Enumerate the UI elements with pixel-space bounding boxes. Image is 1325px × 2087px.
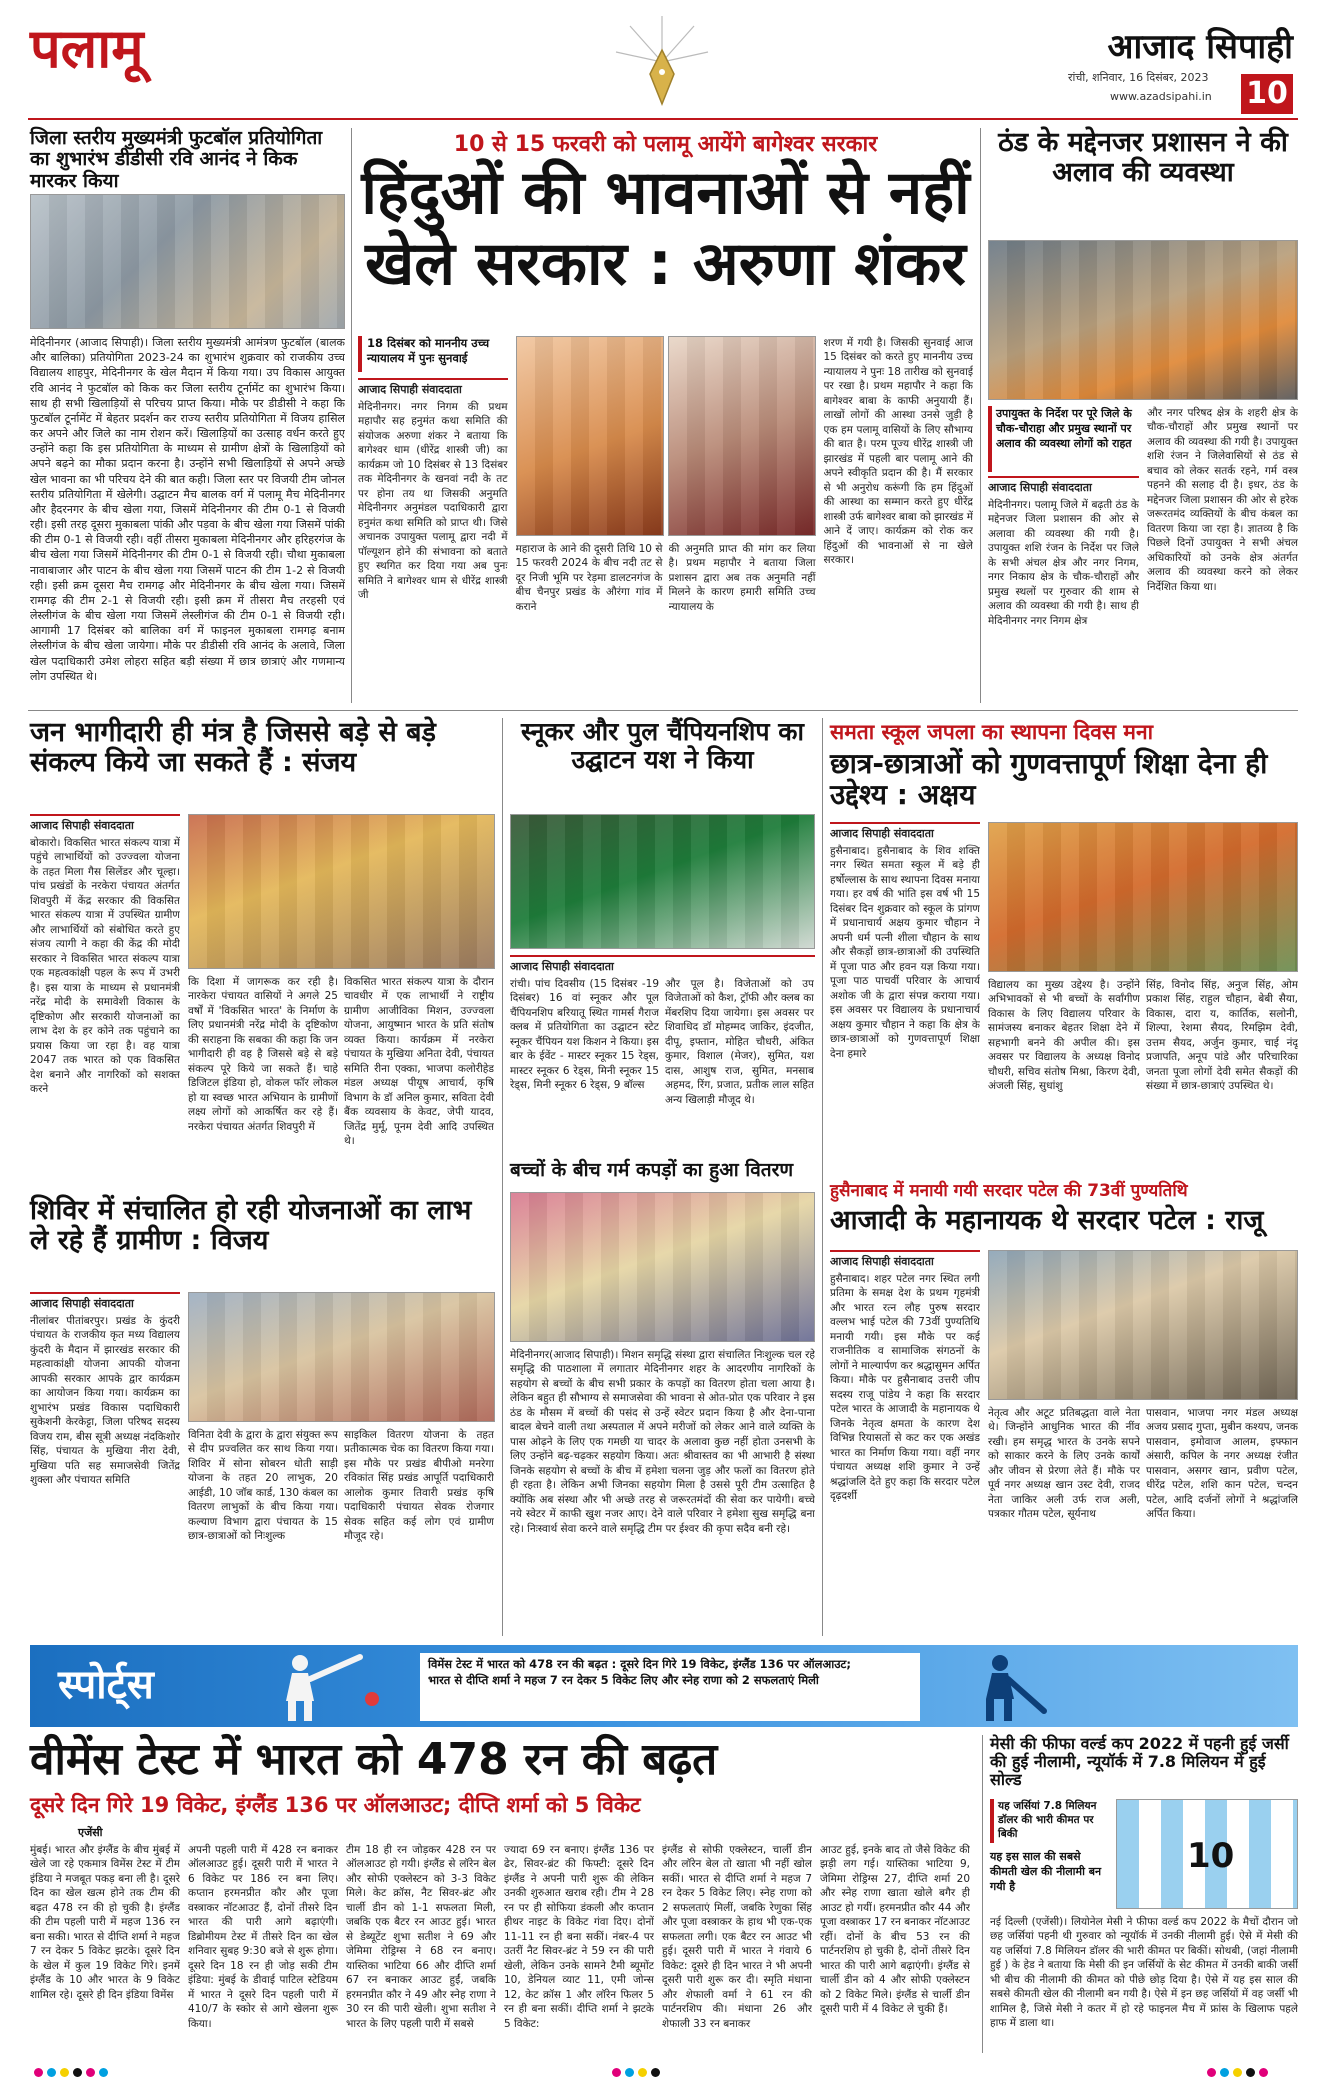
womens-test-col4: ज्यादा 69 रन बनाए। इंग्लैंड 136 पर ढेर, सिवर-ब्रंट की फिफ्टी: दूसरे दिन इंग्लैंड ने अपनी पारी शुरू की लेकिन उनकी शुरुआत खराब रही। टीम ने 28 रन पर ही सोफिया डंकली और कप्तान हीथर नाइट के विकेट गंवा दिए। दोनों 11-11 रन ही बना सकीं। नंबर-4 पर उतरीं नैट सिवर-ब्रंट ने 59 रन की पारी खेली, लेकिन उनके सामने टैमी ब्यूमोंट 10, डेनियल व्याट 11, एमी जोन्स 12, केट क्रॉस 1 और लॉरेन फिलर 5 रन ही बना सकीं। दीप्ति शर्मा ने झटके 5 विकेट:	[504, 1844, 654, 2030]
dateline: रांची, शनिवार, 16 दिसंबर, 2023	[1068, 71, 1209, 84]
samta-body-col3: सिंह, विनोद सिंह, अनुज सिंह, ओम प्रकाश सिंह, राहुल चौहान, बेबी सैया, विकास, दारा य, कार्तिक, सलोनी, शिल्पा, रेशमा सैयद, रिमझिम देवी, उत्तम सैयद, अर्जुन कुमार, चाई नंदू प्रजापति, अनूप पांडे और परिचारिका जनता पूजा लोगों देवी समेत सैकड़ों की संख्या में छात्र-छात्राएं उपस्थित थे।	[1146, 979, 1298, 1093]
sports-banner-text	[420, 1653, 920, 1721]
sports-banner	[30, 1645, 1298, 1727]
cold-body-col2: और नगर परिषद क्षेत्र के शहरी क्षेत्र के चौक-चौराहों और प्रमुख स्थानों पर अलाव की व्यवस्था की गयी है। उपायुक्त शशि रंजन ने जिलेवासियों से ठंड से बचाव को लेकर सतर्क रहने, गर्म वस्त्र पहनने की सलाह दी है। इधर, ठंड के मद्देनजर जिला प्रशासन की ओर से हरेक जरूरतमंद व्यक्तियों के बीच कंबल का वितरण किया जा रहा है। ज्ञातव्य है कि पिछले दिनों उपायुक्त ने सभी अंचल अधिकारियों को उनके क्षेत्र अंतर्गत अलाव की व्यवस्था करने को लेकर निर्देशित किया था।	[1147, 407, 1298, 593]
page-number: 10	[1241, 74, 1293, 114]
banner-line-1: विमेंस टेस्ट में भारत को 478 रन की बढ़त : दूसरे दिन गिरे 19 विकेट, इंग्लैंड 136 पर ऑलआउट;	[428, 1657, 851, 1671]
snooker-headline: स्नूकर और पुल चैंपियनशिप का उद्घाटन यश ने किया	[521, 717, 804, 774]
blankets-photo	[510, 1192, 815, 1342]
snooker-byline: आजाद सिपाही संवाददाता	[510, 955, 815, 974]
column-divider	[822, 718, 823, 1636]
patel-kicker: हुसैनाबाद में मनायी गयी सरदार पटेल की 73वीं पुण्यतिथि	[830, 1181, 1188, 1201]
story-samta	[830, 718, 1298, 1173]
sanjay-headline: जन भागीदारी ही मंत्र है जिससे बड़े से बड़े संकल्प किये जा सकते हैं : संजय	[30, 717, 436, 779]
messi-jersey-photo	[1116, 1799, 1298, 1909]
patel-body-col3: पासवान, भाजपा नगर मंडल अध्यक्ष अजय प्रसाद गुप्ता, मुबीन कश्यप, जनक पासवान, इमोवाज आलम, इफ्फान अंसारी, कपिल के नगर अध्यक्ष रंजीत पासवान, असगर खान, प्रवीण पटेल, धीरेंद्र पटेल, शशि कान पटेल, चन्दन पटेल, आदि दर्जनों लोगों ने श्रद्धांजलि अर्पित किया।	[1146, 1407, 1298, 1521]
lead-kicker: 10 से 15 फरवरी को पलामू आयेंगे बागेश्वर सरकार	[453, 132, 878, 157]
cold-headline: ठंड के मद्देनजर प्रशासन ने की अलाव की व्यवस्था	[998, 127, 1288, 189]
bonfire-photo	[988, 240, 1298, 400]
registration-marks-left	[32, 2062, 110, 2081]
womens-test-col2: अपनी पहली पारी में 428 रन बनाकर ऑलआउट हुई। दूसरी पारी में भारत ने 6 विकेट पर 186 रन बना लिए। कप्तान हरमनप्रीत कौर और पूजा वस्त्राकर नॉटआउट हैं, दोनों तीसरे दिन भारत की पारी आगे बढ़ाएंगी। डिब्रोमीयम टेस्ट में तीसरे दिन का खेल शनिवार सुबह 9:30 बजे से शुरू होगा। दूसरे दिन 18 रन ही जोड़ सकी टीम इंडिया: मुंबई के डीवाई पाटिल स्टेडियम में भारत ने दूसरे दिन पहली पारी में 410/7 के स्कोर से आगे खेलना शुरू किया।	[188, 1844, 338, 2030]
patel-body-col2: नेतृत्व और अटूट प्रतिबद्धता वाले नेता थे। जिन्होंने आधुनिक भारत की नींव रखी। हम समृद्ध भारत के उनके सपने को साकार करने के लिए उनके कार्यों और जीवन से प्रेरणा लेते हैं। मौके पर पूर्व नगर अध्यक्ष खान उस्ट देवी, राजद नेता जाकिर अली उर्फ राज अली, पत्रकार गौतम पटेल, सूर्यनाथ	[988, 1407, 1140, 1521]
snooker-photo	[510, 814, 815, 949]
sanjay-body-col2: कि दिशा में जागरूक कर रही है। नारकेरा पंचायत वासियों ने अगले 25 वर्षों में 'विकसित भारत' के निर्माण के लिए प्रधानमंत्री नरेंद्र मोदी के दृष्टिकोण की सराहना कि सबका की कहा कि जन भागीदारी ही वह है जिससे बड़े से बड़े संकल्प पूरे किये जा सकते हैं। चाहे डिजिटल इंडिया हो, वोकल फॉर लोकल हो या स्वच्छ भारत अभियान के ग्रामीणों लक्ष्य लोगों को आकर्षित कर रहे हैं। नरकेरा पंचायत अंतर्गत शिवपुरी में	[188, 976, 338, 1133]
football-headline: जिला स्तरीय मुख्यमंत्री फुटबॉल प्रतियोगिता का शुभारंभ डीडीसी रवि आनंद ने किक मारकर किया	[30, 127, 323, 192]
womens-test-col6: आउट हुई, इनके बाद तो जैसे विकेट की झड़ी लग गई। यास्तिका भाटिया 9, जेमिमा रोड्रिग्स 27, दीप्ति शर्मा 20 और स्नेह राणा खाता खोले बगैर ही आउट हो गयीं। हरमनप्रीत कौर 44 और पूजा वस्त्राकर 17 रन बनाकर नॉटआउट रहीं। दोनों के बीच 53 रन की पार्टनरशिप हो चुकी है, दोनों तीसरे दिन भारत की पारी आगे बढ़ाएंगी। इंग्लैंड से चार्ली डीन को 4 और सोफी एक्लेस्टन को 2 विकेट मिले। इंग्लैंड से चार्ली डीन दूसरी पारी में 4 विकेट ले चुकी हैं।	[820, 1844, 970, 2016]
vijay-body-col3: साइकिल वितरण योजना के तहत प्रतीकात्मक चेक का वितरण किया गया। इस मौके पर प्रखंड बीपीओ मनरेगा रविकांत सिंह प्रखंड आपूर्ति पदाधिकारी आलोक कुमार तिवारी प्रखंड कृषि पदाधिकारी पंचायत सेवक रोजगार सेवक सहित कई लोग एवं ग्रामीण मौजूद रहे।	[344, 1429, 494, 1543]
pen-nib-icon	[612, 12, 712, 112]
samta-byline: आजाद सिपाही संवाददाता	[830, 822, 980, 841]
messi-headline: मेसी की फीफा वर्ल्ड कप 2022 में पहनी हुई जर्सी की हुई नीलामी, न्यूयॉर्क में 7.8 मिलियन में हुई सोल्ड	[990, 1734, 1289, 1789]
cold-byline: आजाद सिपाही संवाददाता	[988, 476, 1139, 495]
story-blankets	[510, 1160, 815, 1636]
samta-body-col2: विद्यालय का मुख्य उद्देश्य है। उन्होंने अभिभावकों से भी बच्चों के सर्वांगीण विकास के लिए विद्यालय परिवार के सामंजस्य बनाकर बेहतर शिक्षा देने में सहभागी बनने की अपील की। इस अवसर पर विद्यालय के अध्यक्ष विनोद चौधरी, सचिव संतोष मिश्रा, किरण देवी, अंजली सिंह, सुधांशु	[988, 979, 1140, 1093]
masthead-rule	[28, 118, 1298, 120]
vijay-body-col1: नीलांबर पीतांबरपुर। प्रखंड के कुंदरी पंचायत के राजकीय कृत मध्य विद्यालय कुंदरी के मैदान में झारखंड सरकार की महत्वाकांक्षी योजना आपकी योजना आपकी सरकार आपके द्वार कार्यक्रम का आयोजन किया गया। कार्यक्रम का शुभारंभ प्रखंड विकास पदाधिकारी सुकेशनी केरकेट्टा, जिला परिषद सदस्य विजय राम, बीस सूत्री अध्यक्ष नंदकिशोर सिंह, पंचायत के मुखिया नीरा देवी, मुखिया पति सह समाजसेवी जितेंद्र शुक्ला और पंचायत समिति	[30, 1315, 180, 1487]
jersey-number: 10	[1187, 1836, 1235, 1876]
lead-body-col2: महाराज के आने की दूसरी तिथि 10 से 15 फरवरी 2024 के बीच नदी तट से दूर निजी भूमि पर रेड़मा डालटनगंज के बीच चैनपुर प्रखंड के औरंगा गांव में कराने	[515, 543, 663, 613]
bageshwar-photo	[516, 336, 664, 536]
sanjay-body-col1: बोकारो। विकसित भारत संकल्प यात्रा में पहुंचे लाभार्थियों को उज्ज्वला योजना के तहत मिला गैस सिलेंडर और चूल्हा। पांच प्रखंडों के नरकेरा पंचायत अंतर्गत शिवपुरी में केंद्र सरकार की विकसित भारत संकल्प यात्रा में उपस्थित ग्रामीण और लाभार्थियों को संबोधित करते हुए संजय त्यागी ने कहा की केंद्र की मोदी सरकार ने विकसित भारत संकल्प यात्रा एक महत्वकांक्षी पहल के रूप में उभरी है। इस यात्रा के माध्यम से प्रधानमंत्री नरेंद्र मोदी के समावेशी विकास के दृष्टिकोण और सरकारी योजनाओं का लाभ देश के हर कोने तक पहुंचाने का प्रयास किया जा रहा है। वह यात्रा 2047 तक भारत को एक विकसित देश बनाने और नागरिकों को सशक्त करने	[30, 837, 180, 1096]
lead-headline: हिंदुओं की भावनाओं से नहीं खेले सरकार : अरुणा शंकर	[361, 158, 970, 299]
football-body: मेदिनीनगर (आजाद सिपाही)। जिला स्तरीय मुख्यमंत्री आमंत्रण फुटबॉल (बालक और बालिका) प्रतियोगिता 2023-24 का शुभारंभ शुक्रवार को राजकीय उच्च विद्यालय शाहपुर, मेदिनीनगर के खेल मैदान में किया गया। उप विकास आयुक्त रवि आनंद ने फुटबॉल को किक कर जिला स्तरीय टूर्नामेंट का शुभारंभ किया। साथ ही सभी खिलाड़ियों से परिचय प्राप्त किया। मौके पर डीडीसी ने कहा कि फुटबॉल टूर्नामेंट में बेहतर प्रदर्शन कर राज्य स्तरीय प्रतियोगिता में विजय हासिल कर अपने और जिले का नाम रोशन करें। खिलाड़ियों का उत्साह वर्धन करते हुए उन्होंने कहा कि इस प्रतियोगिता के माध्यम से ग्रामीण क्षेत्रों के खिलाड़ियों को अपने बढ़ने का मौका प्रदान करना है। उन्होंने सभी खिलाड़ियों से अपने अच्छे खेल भावना का भी परिचय देने की बात कही। जिला स्तर पर विजयी टीम जोनल स्तरीय प्रतियोगिता में खेलेगी। उद्घाटन मैच बालक वर्ग में पलामू मैच मेदिनीनगर और हैदरनगर के बीच खेला गया, जिसमें मेदिनीनगर की टीम 0-1 से विजयी रही। इसी तरह दूसरा मुकाबला पांकी और पड़वा के बीच खेला गया जिसमें पांकी की टीम 0-1 से विजयी रही। वहीं तीसरा मुकाबला मेदिनीनगर और हरिहरगंज के बीच खेला गया जिसमें मेदिनीनगर की टीम 0-1 से विजयी रही। चौथा मुकाबला नावाबाजार और पाटन के बीच खेला गया जिसमें पाटन की टीम 1-2 से विजयी रही। इसी क्रम दूसरा मैच रामगढ़ और मेदिनीनगर के बीच खेला गया। जिसमें रामगढ़ की टीम 2-1 से विजयी रही। इसी क्रम में तीसरा मैच तरहसी एवं लेस्लीगंज के बीच खेला गया जिसमें लेस्लीगंज की टीम 0-1 से विजयी रही। आगामी 17 दिसंबर को बालिका वर्ग में फाइनल मुकाबला रामगढ़ बनाम लेस्लीगंज के बीच खेला जायेगा। मौके पर डीडीसी रवि आनंद के अलावे, जिला खेल पदाधिकारी उमेश लोहरा सहित बड़ी संख्या में छात्र छात्राएं और गणमान्य लोग उपस्थित थे।	[30, 336, 345, 683]
story-snooker	[510, 718, 815, 1153]
registration-marks-center	[610, 2062, 662, 2081]
sanjay-photo	[188, 814, 495, 969]
patel-photo	[988, 1250, 1298, 1400]
story-messi	[990, 1735, 1298, 2053]
lead-body-col3: की अनुमति प्राप्त की मांग कर लिया है। प्रथम महापौर ने बताया जिला प्रशासन द्वारा अब तक अनुमति नहीं मिलने के कारण हमारी समिति उच्च न्यायालय के	[668, 543, 816, 613]
story-lead	[358, 128, 973, 703]
lead-byline: आजाद सिपाही संवाददाता	[358, 378, 508, 397]
story-cold	[988, 128, 1298, 703]
lead-body-col4: शरण में गयी है। जिसकी सुनवाई आज 15 दिसंबर को करते हुए माननीय उच्च न्यायालय ने पुनः 18 तारीख को सुनवाई पर रखा है। प्रथम महापौर ने कहा कि बागेश्वर बाबा के काफी अनुयायी हैं। लाखों लोगों की आस्था उनसे जुड़ी है एक हम पलामू वासियों के लिए सौभाग्य की बात है। परम पूज्य धीरेंद्र शास्त्री जी झारखंड में पहली बार पलामू आने की अपने स्वीकृति प्रदान की है। मैं सरकार से भी अनुरोध करूंगी कि हम हिंदुओं की आस्था का सम्मान करते हुए धीरेंद्र शास्त्री उर्फ बागेश्वर बाबा को झारखंड में आने दें जाए। कार्यक्रम को रोक कर हिंदुओं की भावनाओं से ना खेले सरकार।	[823, 337, 973, 567]
masthead	[0, 0, 1325, 120]
messi-callout-2: यह इस साल की सबसे कीमती खेल की नीलामी बन गयी है	[990, 1850, 1102, 1893]
samta-body-col1: हुसैनाबाद। हुसैनाबाद के शिव शक्ति नगर स्थित समता स्कूल में बड़े ही हर्षोल्लास के साथ स्थापना दिवस मनाया गया। हर वर्ष की भांति इस वर्ष भी 15 दिसंबर दिन शुक्रवार को स्कूल के प्रांगण में प्रधानाचार्य अक्षय कुमार चौहान ने अपनी धर्म पत्नी शीला चौहान के साथ और सैकड़ों छात्र-छात्राओं की उपस्थिति में पूजा पाठ और हवन यज्ञ किया गया। पूजा पाठ पाचवीं परिवार के आचार्य अशोक जी के द्वारा संपन्न कराया गया। इस अवसर पर विद्यालय के प्रधानाचार्य अक्षय कुमार चौहान ने कहा कि क्षेत्र के छात्र-छात्राओं को गुणवत्तापूर्ण शिक्षा देना हमारे	[830, 845, 980, 1060]
story-vijay	[30, 1196, 495, 1636]
website: www.azadsipahi.in	[1110, 90, 1212, 103]
column-divider	[502, 718, 503, 1636]
snooker-body-col2: और पूल है। विजेताओं को उप विजेताओं को कैश, ट्रॉफी और क्लब का मेंबरशिप दिया जायेगा। इस अवसर पर शिवाधिद डॉ मोहम्मद जाकिर, इंदजीत, दीपू, इफ्तान, मोहित चौधरी, अंकित कुमार, विशाल (मेजर), सुमित, यश दास, आशुष राज, सुमित, मनसाब अहमद, रिंग, प्रजात, प्रतीक लाल सहित अन्य खिलाड़ी मौजूद थे।	[665, 978, 814, 1106]
story-football	[30, 128, 345, 703]
story-womens-test	[30, 1735, 975, 2053]
patel-headline: आजादी के महानायक थे सरदार पटेल : राजू	[830, 1205, 1264, 1236]
aruna-shankar-photo	[668, 336, 816, 536]
column-divider	[982, 1735, 983, 2053]
vijay-body-col2: विनिता देवी के द्वारा के द्वारा संयुक्त रूप से दीप प्रज्वलित कर साथ किया गया। शिविर में सोना सोबरन धोती साड़ी योजना के तहत 20 लाभुक, 20 आईडी, 10 जॉब कार्ड, 130 कंबल का वितरण लाभुकों के बीच किया गया। कल्याण विभाग द्वारा पंचायत के 15 छात्र-छात्राओं को निःशुल्क	[188, 1429, 338, 1543]
blankets-headline: बच्चों के बीच गर्म कपड़ों का हुआ वितरण	[510, 1159, 794, 1181]
football-photo	[30, 194, 345, 329]
column-divider	[351, 128, 352, 703]
lead-callout: 18 दिसंबर को माननीय उच्च न्यायालय में पुनः सुनवाई	[358, 336, 508, 372]
cricket-player-icon	[248, 1649, 398, 1723]
registration-marks-right	[1205, 2062, 1270, 2081]
samta-headline: छात्र-छात्राओं को गुणवत्तापूर्ण शिक्षा देना ही उद्देश्य : अक्षय	[830, 747, 1268, 812]
messi-body: नई दिल्ली (एजेंसी)। लियोनेल मेसी ने फीफा वर्ल्ड कप 2022 के मैचों दौरान जो छह जर्सियां पहनी थी गुरुवार को न्यूयॉर्क में उनकी नीलामी हुई। ऐसे में मेसी की यह जर्सियां 7.8 मिलियन डॉलर की भारी कीमत पर बिकीं। सोथबी, (जहां नीलामी हुई ) के हेड ने बताया कि मेसी की इन जर्सियों के सेट कीमत में उनकी बाकी जर्सी भी बीच की नीलामी की कीमत को पीछे छोड़ दिया है। ऐसे में यह इस साल की सबसे कीमती खेल की नीलामी बन गयी है। ऐसे में इन छह जर्सियों में वह जर्सी भी शामिल है, जिसे मेसी ने कतर में हो रहे फाइनल मैच में फ्रांस के खिलाफ पहले हाफ में डाला था।	[990, 1916, 1298, 2030]
section-title: पलामू	[30, 17, 144, 80]
vijay-byline: आजाद सिपाही संवाददाता	[30, 1292, 180, 1311]
sanjay-body-col3: विकसित भारत संकल्प यात्रा के दौरान चावधीर में एक लाभार्थी ने राष्ट्रीय ग्रामीण आजीविका मिशन, उज्ज्वला योजना, आयुष्मान भारत के प्रति संतोष व्यक्त किया। कार्यक्रम में नरकेरा पंचायत के मुखिया अनिता देवी, पंचायत समिति रीना एक्का, भाजपा कलोरीहेड मंडल अध्यक्ष पीयूष आचार्य, कृषि विभाग के डॉ अनिल कुमार, सविता देवी बैंक व्यवसाय के केवट, जेपी यादव, जितेंद्र मुर्मू, पूनम देवी आदि उपस्थित थे।	[344, 976, 494, 1148]
womens-test-byline: एजेंसी	[78, 1826, 103, 1839]
lead-body-col1: मेदिनीनगर। नगर निगम की प्रथम महापौर सह हनुमंत कथा समिति की संयोजक अरुणा शंकर ने बताया कि बागेश्वर धाम (धीरेंद्र शास्त्री जी) का कार्यक्रम जो 10 दिसंबर से 13 दिसंबर तक मेदिनीनगर के खनवां नदी के तट पर होना तय था जिसकी अनुमति मेदिनीनगर अनुमंडल पदाधिकारी द्वारा हनुमंत कथा समिति को प्राप्त थी। जिसे अचानक उपायुक्त पलामू द्वारा नदी में पॉल्यूशन होने की संभावना को बताते हुए स्थगित कर दिया गया अब पुनः समिति ने बागेश्वर धाम से धीरेंद्र शास्त्री जी	[358, 401, 508, 602]
womens-test-col1: मुंबई। भारत और इंग्लैंड के बीच मुंबई में खेले जा रहे एकमात्र विमेंस टेस्ट में टीम इंडिया ने मजबूत पकड़ बना ली है। दूसरे दिन का खेल खत्म होने तक टीम की बढ़त 478 रन की हो चुकी है। इंग्लैंड की टीम पहली पारी में महज 136 रन बना सकी। भारत से दीप्ति शर्मा ने महज 7 रन देकर 5 विकेट झटके। दूसरे दिन के खेल में कुल 19 विकेट गिरे। इनमें इंग्लैंड के 10 और भारत के 9 विकेट शामिल रहे। दूसरे ही दिन इंडिया विमेंस	[30, 1844, 180, 2001]
cricket-batsman-icon	[940, 1649, 1060, 1723]
story-patel	[830, 1178, 1298, 1636]
womens-test-col3: टीम 18 ही रन जोड़कर 428 रन पर ऑलआउट हो गयी। इंग्लैंड से लॉरेन बेल और सोफी एक्लेस्टन को 3-3 विकेट मिले। केट क्रॉस, नैट सिवर-ब्रंट और चार्ली डीन को 1-1 सफलता मिली, जबकि एक बैटर रन आउट हुई। भारत से डेब्यूटेंट शुभा सतीश ने 69 और जेमिमा रोड्रिग्स ने 68 रन बनाए। यास्तिका भाटिया 66 और दीप्ति शर्मा 67 रन बनाकर आउट हुईं, जबकि हरमनप्रीत कौर ने 49 और स्नेह राणा ने 30 रन की पारी खेली। शुभा सतीश ने भारत के लिए पहली पारी में सबसे	[346, 1844, 496, 2030]
column-divider	[980, 128, 981, 703]
paper-name: आजाद सिपाही	[1107, 27, 1293, 67]
vijay-photo	[188, 1292, 495, 1422]
sanjay-byline: आजाद सिपाही संवाददाता	[30, 814, 180, 833]
sports-label: स्पोर्ट्स	[58, 1662, 154, 1708]
banner-line-2: भारत से दीप्ति शर्मा ने महज 7 रन देकर 5 विकेट लिए और स्नेह राणा को 2 सफलताएं मिली	[428, 1672, 819, 1687]
womens-test-subhead: दूसरे दिन गिरे 19 विकेट, इंग्लैंड 136 पर ऑलआउट; दीप्ति शर्मा को 5 विकेट	[30, 1793, 641, 1817]
blankets-body: मेदिनीनगर(आजाद सिपाही)। मिशन समृद्धि संस्था द्वारा संचालित निःशुल्क चल रहे समृद्धि की पाठशाला में लगातार मेदिनीनगर शहर के आदरणीय नागरिकों के सहयोग से बच्चों के बीच सभी प्रकार के कपड़ों का वितरण होता चला आया है। लेकिन बहुत ही सौभाग्य से समाजसेवा की भावना से ओत-प्रोत एक परिवार ने इस ठंड के मौसम में बच्चों की पसंद से उन्हें स्वेटर प्रदान किया है और देना-पाना बादल बेचने वाली तथा अस्पताल में अपने मरीजों को लेकर आने वाले व्यक्ति के पास ओढ़ने के लिए एक गमछी या चादर के अलावा कुछ नहीं होता उनसभी के लिए उन्होंने बढ़-चढ़कर सहयोग किया। अतः श्रीवास्तव का भी आभारी है संस्था जिनके सहयोग से बच्चों के बीच में हमेशा चलना जुड़ और फलों का वितरण होते ही रहता है। लेकिन अभी जिनका सहयोग मिला है उससे पूरी टीम उत्साहित है क्योंकि अब संस्था और भी अच्छे तरह से जरूरतमंदों की सेवा कर पायेगी। बच्चे नये स्वेटर में काफी खुश नजर आए। देने वाले परिवार ने हमेशा सुख समृद्धि बना रहे। निःस्वार्थ सेवा करने वाले समृद्धि टीम पर ईश्वर की कृपा सदैव बनी रहे।	[510, 1349, 815, 1535]
story-sanjay	[30, 718, 495, 1188]
womens-test-col5: इंग्लैंड से सोफी एक्लेस्टन, चार्ली डीन और लॉरेन बेल तो खाता भी नहीं खोल सकीं। भारत से दीप्ति शर्मा ने महज 7 रन देकर 5 विकेट लिए। स्नेह राणा को 2 सफलताएं मिलीं, जबकि रेणुका सिंह और पूजा वस्त्राकर के हाथ भी एक-एक सफलता लगी। एक बैटर रन आउट भी हुई। दूसरी पारी में भारत ने गंवाये 6 विकेट: दूसरे ही दिन भारत ने भी अपनी दूसरी पारी शुरू कर दी। स्मृति मंधाना और शेफाली वर्मा ने 61 रन की पार्टनरशिप की। मंधाना 26 और शेफाली 33 रन बनाकर	[662, 1844, 812, 2030]
snooker-body-col1: रांची। पांच दिवसीय (15 दिसंबर -19 दिसंबर) 16 वां स्नूकर और पूल चैंपियनशिप बरियातू स्थित गामर्स गैराज क्लब में प्रतियोगिता का उद्घाटन स्टेट स्नूकर चैंपियन यश किशन ने किया। इस बार के ईवेंट - मास्टर स्नूकर 15 रेड्स, मास्टर स्नूकर 6 रेड्स, मिनी स्नूकर 15 रेड्स, मिनी स्नूकर 6 रेड्स, 9 बॉल्स	[510, 978, 659, 1092]
patel-body-col1: हुसैनाबाद। शहर पटेल नगर स्थित लगी प्रतिमा के समक्ष देश के प्रथम गृहमंत्री और भारत रत्न लौह पुरुष सरदार वल्लभ भाई पटेल की 73वीं पुण्यतिथि मनायी गयी। इस मौके पर कई राजनीतिक व सामाजिक संगठनों के लोगों ने माल्यार्पण कर श्रद्धासुमन अर्पित किया। मौके पर हुसैनाबाद उत्तरी जीप सदस्य राजू पांडेय ने कहा कि सरदार पटेल भारत के आजादी के महानायक थे जिनके नेतृत्व क्षमता के कारण देश विभिन्न रियासतों से कट कर एक अखंड भारत का निर्माण किया गया। वहीं नगर पंचायत अध्यक्ष शशि कुमार ने उन्हें श्रद्धांजलि देते हुए कहा कि सरदार पटेल दृढ़दर्शी	[830, 1273, 980, 1503]
samta-kicker: समता स्कूल जपला का स्थापना दिवस मना	[830, 720, 1154, 744]
section-rule	[28, 710, 1298, 711]
messi-callout-1: यह जर्सियां 7.8 मिलियन डॉलर की भारी कीमत पर बिकी	[990, 1799, 1110, 1843]
womens-test-headline: वीमेंस टेस्ट में भारत को 478 रन की बढ़त	[30, 1734, 718, 1785]
cold-callout: उपायुक्त के निर्देश पर पूरे जिले के चौक-चौराहा और प्रमुख स्थानों पर अलाव की व्यवस्था लोगों को राहत	[988, 406, 1139, 472]
vijay-headline: शिविर में संचालित हो रही योजनाओं का लाभ ले रहे हैं ग्रामीण : विजय	[30, 1195, 472, 1257]
patel-byline: आजाद सिपाही संवाददाता	[830, 1250, 980, 1269]
samta-photo	[988, 822, 1298, 972]
cold-body-col1: मेदिनीनगर। पलामू जिले में बढ़ती ठंड के मद्देनजर जिला प्रशासन की ओर से अलावा की व्यवस्था की गयी है। उपायुक्त शशि रंजन के निर्देश पर जिले के सभी अंचल क्षेत्र और नगर निगम, नगर निकाय क्षेत्र के चौक-चौराहों और प्रमुख स्थलों पर गुरुवार की शाम से अलाव की व्यवस्था की गयी है। साथ ही मेदिनीनगर नगर निगम क्षेत्र	[988, 499, 1139, 627]
